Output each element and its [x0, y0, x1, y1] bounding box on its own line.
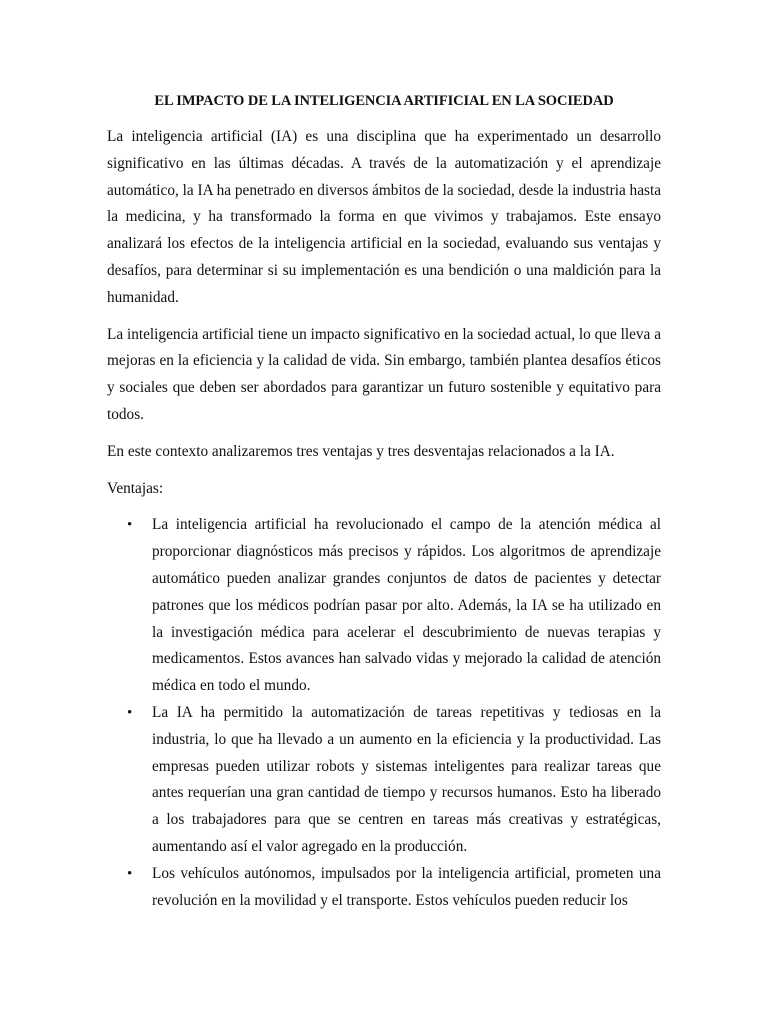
advantages-list	[107, 512, 661, 914]
list-item	[127, 700, 661, 861]
bullet-icon: •	[127, 865, 133, 882]
bullet-icon: •	[127, 517, 133, 534]
bullet-icon: •	[127, 704, 133, 721]
list-item	[127, 861, 661, 915]
list-item-text: La IA ha permitido la automatización de tareas repetitivas y tediosas en la industria, lo que ha llevado a un aumento en la eficiencia y la productividad. Las empresas pueden utilizar robots y sistemas inteligentes para realizar tareas que antes requerían una gran cantidad de tiempo y recursos humanos. Esto ha liberado a los trabajadores para que se centren en tareas más creativas y estratégicas, aumentando así el valor agregado en la producción.	[152, 703, 661, 855]
advantages-heading: Ventajas:	[107, 479, 164, 497]
list-item-text: Los vehículos autónomos, impulsados por la inteligencia artificial, prometen una revolución en la movilidad y el transporte. Estos vehículos pueden reducir los	[152, 864, 661, 909]
document-page	[107, 88, 661, 914]
paragraph-context: En este contexto analizaremos tres ventajas y tres desventajas relacionados a la IA.	[107, 442, 615, 460]
paragraph-impact: La inteligencia artificial tiene un impacto significativo en la sociedad actual, lo que lleva a mejoras en la eficiencia y la calidad de vida. Sin embargo, también plantea desafíos éticos y sociales que deben ser abordados para garantizar un futuro sostenible y equitativo para todos.	[107, 325, 661, 423]
paragraph-intro: La inteligencia artificial (IA) es una disciplina que ha experimentado un desarrollo significativo en las últimas décadas. A través de la automatización y el aprendizaje automático, la IA ha penetrado en diversos ámbitos de la sociedad, desde la industria hasta la medicina, y ha transformado la forma en que vivimos y trabajamos. Este ensayo analizará los efectos de la inteligencia artificial en la sociedad, evaluando sus ventajas y desafíos, para determinar si su implementación es una bendición o una maldición para la humanidad.	[107, 128, 661, 306]
document-title: EL IMPACTO DE LA INTELIGENCIA ARTIFICIAL EN LA SOCIEDAD	[154, 93, 614, 109]
list-item	[127, 512, 661, 700]
list-item-text: La inteligencia artificial ha revolucionado el campo de la atención médica al proporcionar diagnósticos más precisos y rápidos. Los algoritmos de aprendizaje automático pueden analizar grandes conjuntos de datos de pacientes y detectar patrones que los médicos podrían pasar por alto. Además, la IA se ha utilizado en la investigación médica para acelerar el descubrimiento de nuevas terapias y medicamentos. Estos avances han salvado vidas y mejorado la calidad de atención médica en todo el mundo.	[152, 516, 661, 695]
